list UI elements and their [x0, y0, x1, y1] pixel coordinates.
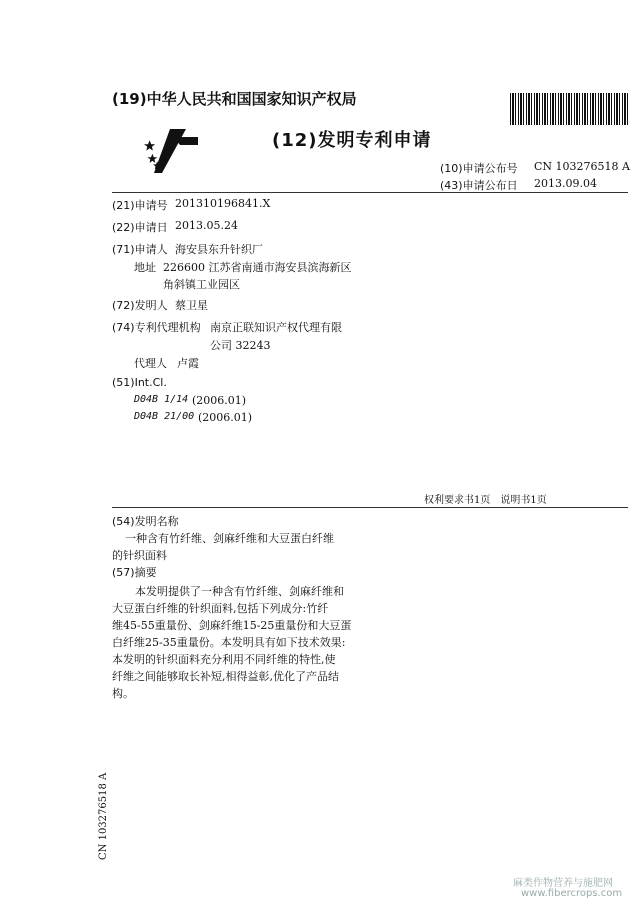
abstract-line: 白纤维25-35重量份。本发明具有如下技术效果: [112, 636, 346, 649]
document-type-title: (12)发明专利申请 [272, 130, 432, 151]
int-cl-version: (2006.01) [192, 394, 247, 407]
inventor-value: 蔡卫星 [175, 299, 208, 312]
agent-value: 卢霞 [177, 357, 199, 370]
invention-title-label: (54)发明名称 [112, 515, 179, 528]
patent-agency-label: (74)专利代理机构 [112, 321, 201, 334]
section-divider [112, 507, 628, 508]
abstract-line: 大豆蛋白纤维的针织面料,包括下列成分:竹纤 [112, 602, 329, 615]
watermark-text: 麻类作物营养与施肥网 [513, 878, 613, 889]
inventor-label: (72)发明人 [112, 299, 168, 312]
abstract-line: 构。 [112, 687, 134, 700]
applicant-label: (71)申请人 [112, 243, 168, 256]
patent-agency-line2: 公司 32243 [210, 339, 271, 352]
filing-date-label: (22)申请日 [112, 221, 168, 234]
application-number-value: 201310196841.X [175, 197, 271, 210]
patent-agency-line1: 南京正联知识产权代理有限 [210, 321, 342, 334]
address-line2: 角斜镇工业园区 [163, 278, 240, 291]
invention-title-line1: 一种含有竹纤维、剑麻纤维和大豆蛋白纤维 [125, 532, 334, 545]
int-cl-version: (2006.01) [198, 411, 253, 424]
invention-title-line2: 的针织面料 [112, 549, 167, 562]
address-line1: 226600 江苏省南通市海安县滨海新区 [163, 261, 352, 274]
watermark-url: www.fibercrops.com [521, 888, 623, 899]
application-number-label: (21)申请号 [112, 199, 168, 212]
header-divider [112, 192, 628, 193]
publication-number-label: (10)申请公布号 [440, 162, 518, 175]
abstract-line: 本发明提供了一种含有竹纤维、剑麻纤维和 [135, 585, 344, 598]
abstract-label: (57)摘要 [112, 566, 157, 579]
filing-date-value: 2013.05.24 [175, 219, 238, 232]
int-cl-label: (51)Int.Cl. [112, 376, 167, 389]
address-label: 地址 [134, 261, 156, 274]
abstract-line: 纤维之间能够取长补短,相得益彰,优化了产品结 [112, 670, 339, 683]
cnipa-logo-icon [140, 125, 202, 177]
applicant-value: 海安县东升针织厂 [175, 243, 263, 256]
publication-number-value: CN 103276518 A [534, 160, 630, 173]
int-cl-code: D04B 21/00 [134, 411, 195, 422]
publication-date-label: (43)申请公布日 [440, 179, 518, 192]
abstract-line: 本发明的针织面料充分利用不同纤维的特性,使 [112, 653, 336, 666]
int-cl-code: D04B 1/14 [134, 394, 189, 405]
publication-date-value: 2013.09.04 [534, 177, 597, 190]
abstract-line: 维45-55重量份、剑麻纤维15-25重量份和大豆蛋 [112, 619, 352, 632]
authority-title: (19)中华人民共和国国家知识产权局 [112, 90, 357, 108]
barcode-image [510, 93, 628, 125]
agent-label: 代理人 [134, 357, 167, 370]
pages-note: 权利要求书1页 说明书1页 [424, 495, 547, 506]
side-publication-number: CN 103276518 A [98, 772, 109, 860]
